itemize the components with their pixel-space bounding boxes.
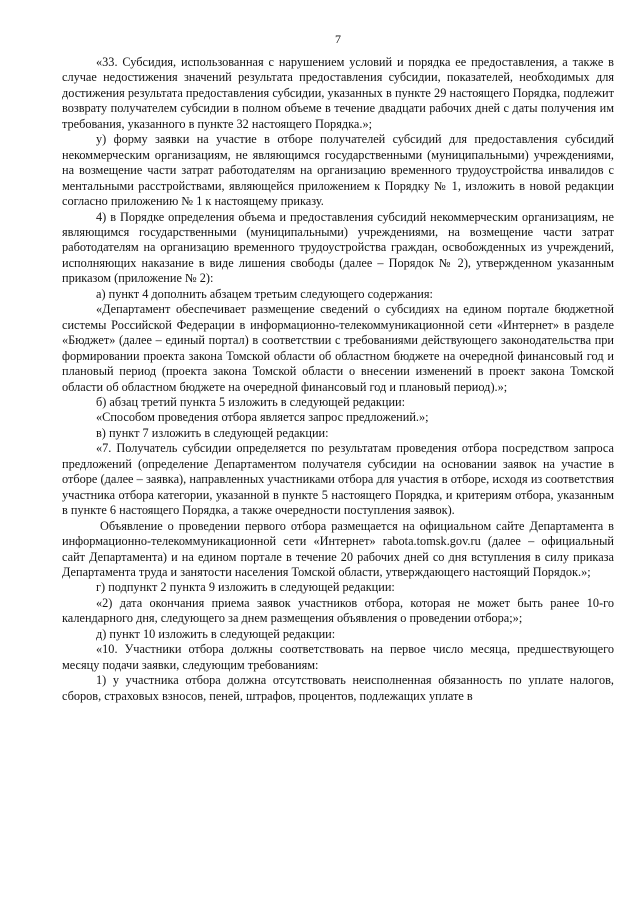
paragraph-clause-7: «7. Получатель субсидии определяется по результатам проведения отбора посредством запроса предложений (определение Департаментом получателя субсидии на основании заявок на участие в отборе (далее – заявка), направленных участниками отбора для участия в отборе, исходя из соответствия участника отбора категории, указанной в пункте 5 настоящего Порядка, и критериям отбора, указанным в пункте 6 настоящего Порядка, а также очередности поступления заявок). bbox=[62, 441, 614, 518]
paragraph-item-g: г) подпункт 2 пункта 9 изложить в следующей редакции: bbox=[96, 580, 395, 595]
document-body bbox=[62, 55, 614, 704]
paragraph-item-v: в) пункт 7 изложить в следующей редакции: bbox=[96, 425, 329, 440]
page-number: 7 bbox=[335, 32, 341, 46]
paragraph-quote-deadline: «2) дата окончания приема заявок участников отбора, которая не может быть ранее 10-го календарного дня, следующего за днем размещения объявления о проведении отбора;»; bbox=[62, 595, 614, 626]
paragraph-item-d: д) пункт 10 изложить в следующей редакции: bbox=[96, 626, 336, 641]
paragraph-announcement: Объявление о проведении первого отбора размещается на официальном сайте Департамента в информационно-телекоммуникационной сети «Интернет» rabota.tomsk.gov.ru (далее – официальный сайт Департамента) и на едином портале в течение 20 рабочих дней со дня вступления в силу приказа Департамента труда и занятости населения Томской области, утверждающего настоящий Порядок.»; bbox=[62, 518, 614, 579]
paragraph-requirement-1: 1) у участника отбора должна отсутствовать неисполненная обязанность по уплате налогов, сборов, страховых взносов, пеней, штрафов, процентов, подлежащих уплате в bbox=[62, 673, 614, 703]
paragraph-quote-selection-method: «Способом проведения отбора является запрос предложений.»; bbox=[96, 410, 429, 425]
paragraph-item-4: 4) в Порядке определения объема и предоставления субсидий некоммерческим организациям, не являющимся государственными (муниципальными) учреждениями, на возмещение части затрат работодателям на организацию временного трудоустройства граждан, освобожденных из учреждений, исполняющих наказание в виде лишения свободы (далее – Порядок № 2), утвержденном указанным приказом (приложение № 2): bbox=[62, 209, 614, 286]
paragraph-item-b: б) абзац третий пункта 5 изложить в следующей редакции: bbox=[96, 394, 406, 409]
paragraph-item-u: у) форму заявки на участие в отборе получателей субсидий для предоставления субсидий некоммерческим организациям, не являющимся государственными (муниципальными) учреждениями, на возмещение части затрат работодателям на организацию временного трудоустройства инвалидов с ментальными расстройствами, являющейся приложением к Порядку № 1, изложить в новой редакции согласно приложению № 1 к настоящему приказу. bbox=[62, 132, 614, 209]
paragraph-quote-department: «Департамент обеспечивает размещение сведений о субсидиях на едином портале бюджетной системы Российской Федерации в информационно-телекоммуникационной сети «Интернет» в разделе «Бюджет» (далее – единый портал) в соответствии с требованиями действующего законодательства при формировании проекта закона Томской области об областном бюджете на очередной финансовый год и плановый период (проекта закона Томской области о внесении изменений в проект закона Томской области об областном бюджете на очередной финансовый год и плановый период).»; bbox=[62, 302, 614, 394]
paragraph-clause-33: «33. Субсидия, использованная с нарушением условий и порядка ее предоставления, а также в случае недостижения значений результата предоставления субсидии, показателей, необходимых для достижения результата предоставления субсидии, указанных в пункте 29 настоящего Порядка, подлежит возврату получателем субсидии в полном объеме в течение двадцати рабочих дней с даты получения им требования, указанного в пункте 32 настоящего Порядка.»; bbox=[62, 55, 614, 131]
paragraph-clause-10: «10. Участники отбора должны соответствовать на первое число месяца, предшествующего месяцу подачи заявки, следующим требованиям: bbox=[62, 642, 614, 672]
paragraph-item-a: а) пункт 4 дополнить абзацем третьим следующего содержания: bbox=[96, 286, 433, 301]
